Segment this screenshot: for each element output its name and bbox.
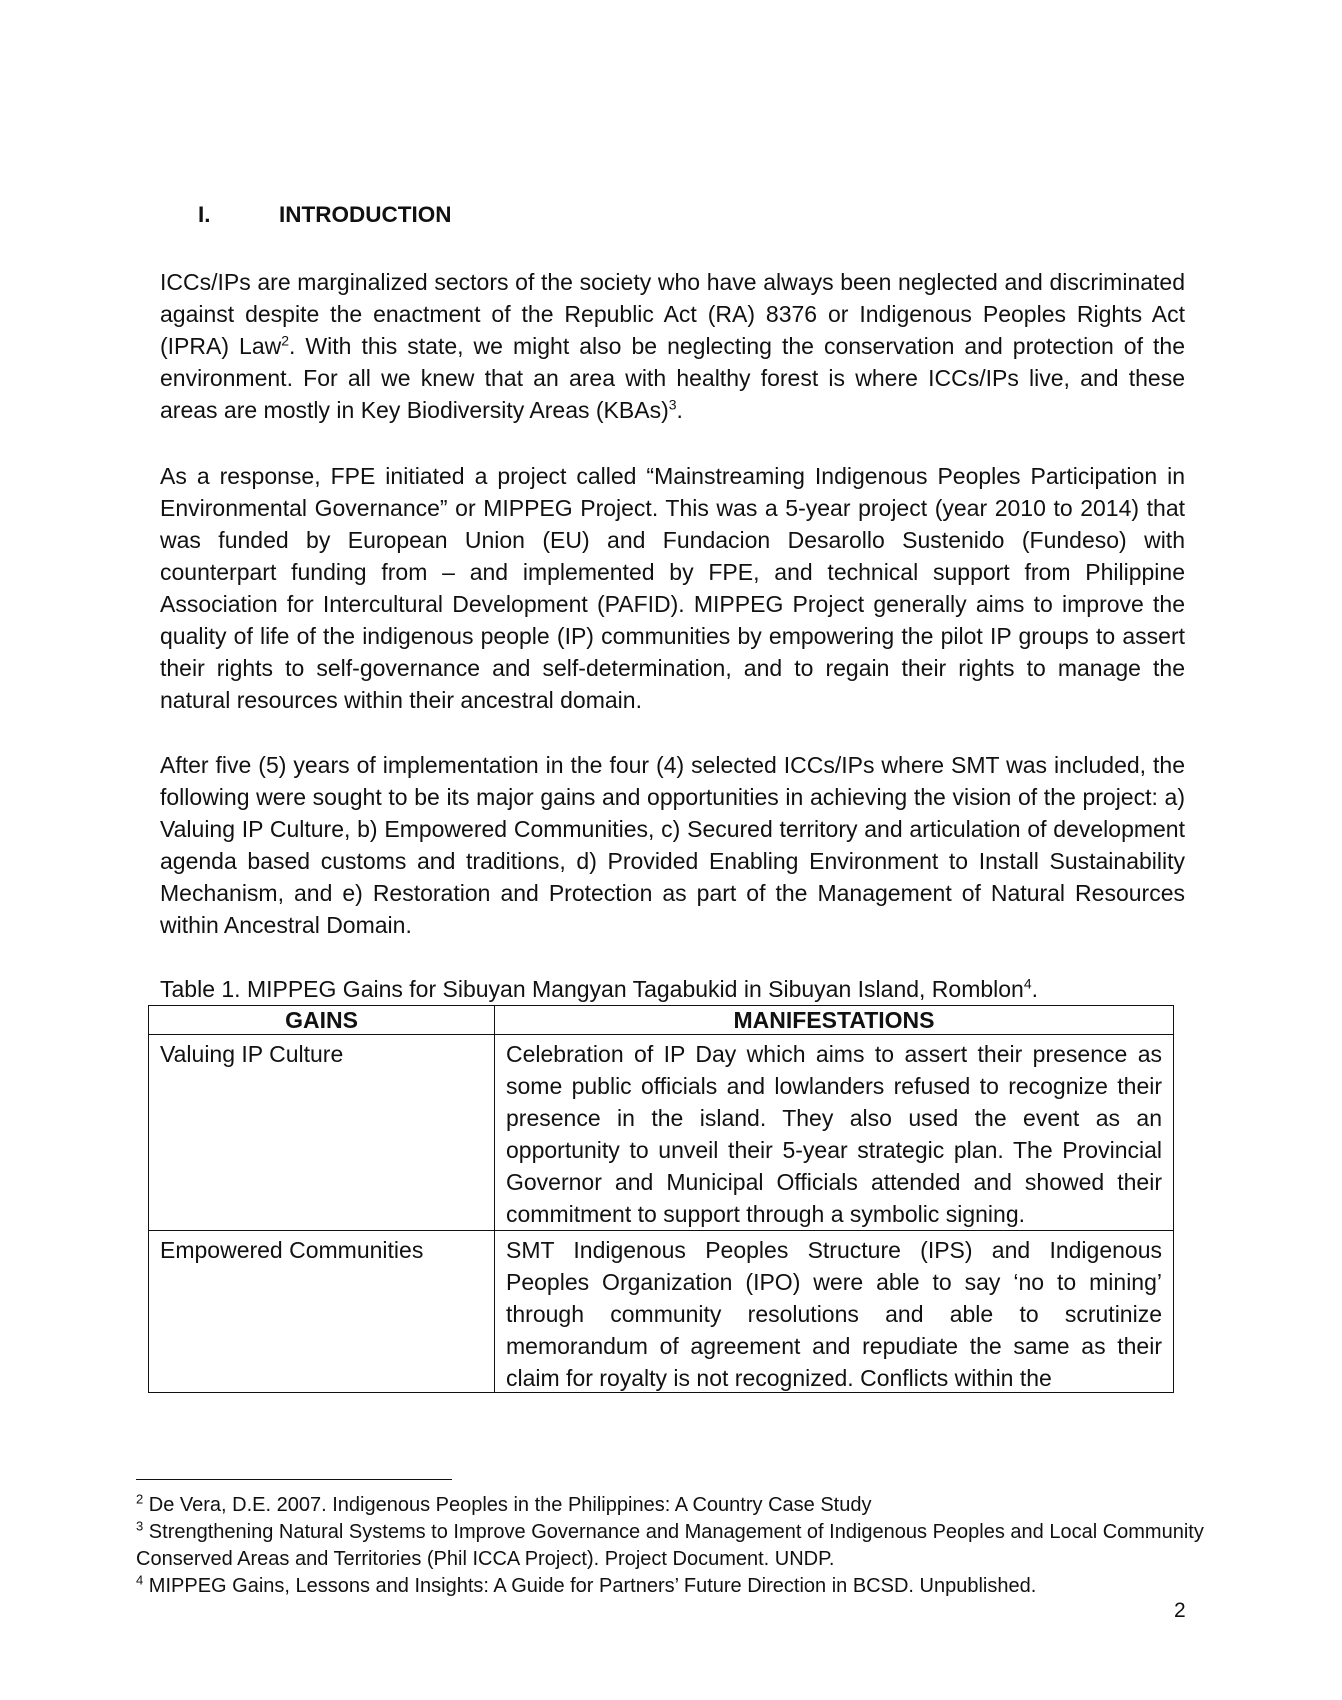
- gains-table: [148, 1005, 1174, 1393]
- footnote-ref: 4: [1023, 975, 1032, 992]
- footnote-mark: 3: [136, 1518, 144, 1534]
- caption-text: .: [1031, 976, 1039, 1002]
- manifestation-cell: [495, 1231, 1174, 1393]
- intro-paragraph-1: [160, 266, 1185, 426]
- footnote-mark: 2: [136, 1491, 144, 1507]
- table-row: [149, 1035, 1174, 1231]
- footnote-text: De Vera, D.E. 2007. Indigenous Peoples in the Philippines: A Country Case Study: [143, 1494, 872, 1516]
- footnotes: [136, 1492, 1206, 1600]
- footnote: [136, 1573, 1206, 1600]
- table-caption: [160, 974, 1038, 1004]
- column-header-manifestations: MANIFESTATIONS: [495, 1006, 1174, 1035]
- caption-text: Table 1. MIPPEG Gains for Sibuyan Mangyan Tagabukid in Sibuyan Island, Romblon: [160, 976, 1024, 1002]
- gain-cell: Empowered Communities: [149, 1231, 495, 1393]
- manifestation-text: SMT Indigenous Peoples Structure (IPS) and Indigenous Peoples Organization (IPO) were able to say ‘no to mining’ through community resolutions and able to scrutinize memorandum of agreement and repudiate the same as their claim for royalty is not recognized. Conflicts within the: [506, 1237, 1162, 1391]
- footnote-ref: 2: [281, 332, 290, 349]
- column-header-gains: GAINS: [149, 1006, 495, 1035]
- footnote-separator: [136, 1479, 452, 1480]
- intro-paragraph-2: As a response, FPE initiated a project called “Mainstreaming Indigenous Peoples Participation in Environmental Governance” or MIPPEG Project. This was a 5-year project (year 2010 to 2014) that was funded by European Union (EU) and Fundacion Desarollo Sustenido (Fundeso) with counterpart funding from – and implemented by FPE, and technical support from Philippine Association for Intercultural Development (PAFID). MIPPEG Project generally aims to improve the quality of life of the indigenous people (IP) communities by empowering the pilot IP groups to assert their rights to self-governance and self-determination, and to regain their rights to manage the natural resources within their ancestral domain.: [160, 463, 1185, 713]
- intro-paragraph-3: After five (5) years of implementation in the four (4) selected ICCs/IPs where SMT was included, the following were sought to be its major gains and opportunities in achieving the vision of the project: a) Valuing IP Culture, b) Empowered Communities, c) Secured territory and articulation of development agenda based customs and traditions, d) Provided Enabling Environment to Install Sustainability Mechanism, and e) Restoration and Protection as part of the Management of Natural Resources within Ancestral Domain.: [160, 752, 1185, 938]
- table-header-row: [149, 1006, 1174, 1035]
- footnote-ref: 3: [668, 396, 677, 413]
- section-heading: [198, 202, 452, 228]
- paragraph-text: .: [676, 397, 683, 423]
- footnote-text: Strengthening Natural Systems to Improve Governance and Management of Indigenous Peoples and Local Community Conserved Areas and Territories (Phil ICCA Project). Project Document. UNDP.: [136, 1521, 1204, 1570]
- footnote: [136, 1492, 1206, 1519]
- footnote-text: MIPPEG Gains, Lessons and Insights: A Guide for Partners’ Future Direction in BCSD. Unpublished.: [143, 1575, 1037, 1597]
- table-row: [149, 1231, 1174, 1393]
- footnote: [136, 1519, 1206, 1573]
- paragraph-text: . With this state, we might also be neglecting the conservation and protection of the environment. For all we knew that an area with healthy forest is where ICCs/IPs live, and these areas are mostly in Key Biodiversity Areas (KBAs): [160, 333, 1185, 423]
- footnote-mark: 4: [136, 1572, 144, 1588]
- paragraph-text: ICCs/IPs are marginalized sectors of the society who have always been neglected and discriminated against despite the enactment of the Republic Act (RA) 8376 or Indigenous Peoples Rights Act (IPRA) Law: [160, 269, 1185, 359]
- page-number: 2: [1174, 1599, 1186, 1622]
- manifestation-cell: Celebration of IP Day which aims to assert their presence as some public officials and lowlanders refused to recognize their presence in the island. They also used the event as an opportunity to unveil their 5-year strategic plan. The Provincial Governor and Municipal Officials attended and showed their commitment to support through a symbolic signing.: [495, 1035, 1174, 1231]
- section-title: INTRODUCTION: [279, 202, 452, 227]
- section-number: I.: [198, 202, 211, 227]
- gain-cell: Valuing IP Culture: [149, 1035, 495, 1231]
